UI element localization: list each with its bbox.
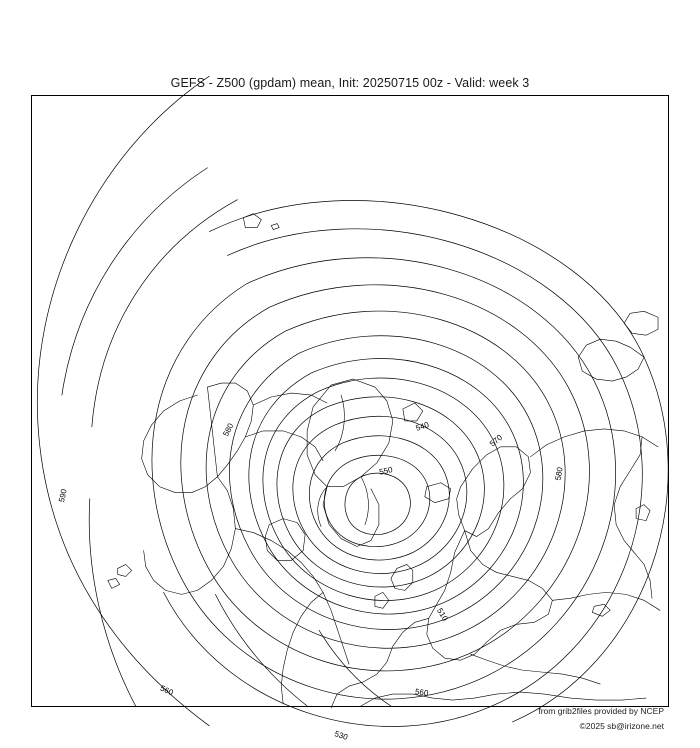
contour-label: 530 [333,729,349,742]
contour-layer [62,168,668,727]
contour-label: 580 [221,421,236,438]
source-credit: from grib2files provided by NCEP [538,706,664,716]
contour-label: 510 [435,606,450,623]
contour-label: 590 [57,488,69,504]
contour-label: 550 [378,465,394,477]
contour-label: 580 [553,466,565,482]
contour-label: 540 [414,420,431,433]
contour-label: 560 [158,683,175,698]
page-title: GEFS - Z500 (gpdam) mean, Init: 20250715 00z - Valid: week 3 [170,76,530,90]
contour-label: 560 [414,687,429,698]
contour-labels [57,420,565,742]
contour-label: 570 [488,432,505,449]
borders-layer [318,395,369,527]
copyright-credit: ©2025 sb@irizone.net [579,721,664,731]
projection-limb [37,76,209,726]
